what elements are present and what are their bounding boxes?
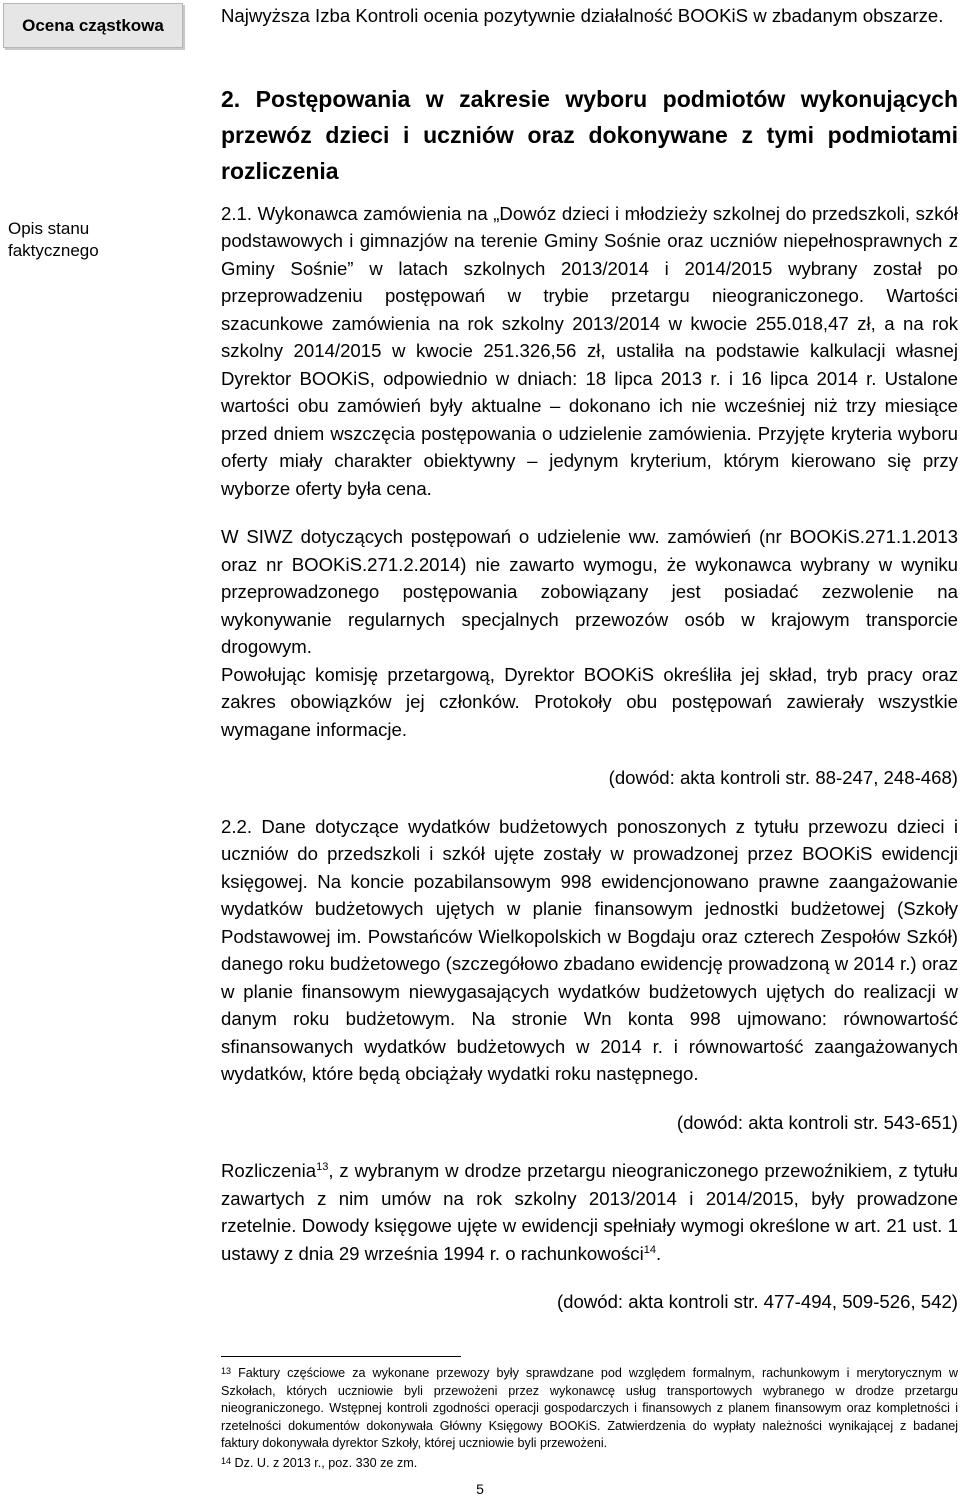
paragraph-siwz: W SIWZ dotyczących postępowań o udzielenie ww. zamówień (nr BOOKiS.271.1.2013 oraz nr BOOKiS.271.2.2014) nie zawarto wymogu, że wykonawca wybrany w wyniku przeprowadzonego postępowania zobowiązany jest posiadać zezwolenie na wykonywanie regularnych specjalnych przewozów osób w krajowym transporcie drogowym. (221, 526, 958, 657)
paragraph-2-2: 2.2. Dane dotyczące wydatków budżetowych ponoszonych z tytułu przewozu dzieci i uczniów do przedszkoli i szkół ujęte zostały w prowadzonej przez BOOKiS ewidencji księgowej. Na koncie pozabilansowym 998 ewidencjonowano prawne zaangażowanie wydatków budżetowych ujętych w planie finansowym jednostki budżetowej (Szkoły Podstawowej im. Powstańców Wielkopolskich w Bogdaju oraz czterech Zespołów Szkół) danego roku budżetowego (szczegółowo zbadano ewidencję prowadzoną w 2014 r.) oraz w planie finansowym niewygasających wydatków budżetowych ujętych do realizacji w danym roku budżetowym. Na stronie Wn konta 998 ujmowano: równowartość sfinansowanych wydatków budżetowych w 2014 r. i równowartość zaangażowanych wydatków, które będą obciążały wydatki roku następnego. (221, 815, 958, 1084)
footnote-number: 14 (221, 1455, 232, 1466)
page-number: 5 (476, 1481, 484, 1497)
section-heading: 2. Postępowania w zakresie wyboru podmiotów wykonujących przewóz dzieci i uczniów oraz dokonywane z tymi podmiotami rozliczenia (221, 85, 958, 184)
settlements-text: . (655, 1242, 662, 1264)
side-label: Opis stanu faktycznego (8, 219, 99, 260)
settlements-text: Rozliczenia (221, 1160, 317, 1181)
footnote-text: Faktury częściowe za wykonane przewozy były sprawdzane pod względem formalnym, rachunkowym i merytorycznym w Szkołach, których uczniowie byli przewożeni przez wykonawcę usług transportowych wybranego w drodze przetargu nieograniczonego. Wstępnej kontroli zgodności operacji gospodarczych i finansowych z planem finansowym oraz kompletności i rzetelności dokumentów dokonywała Główny Księgowy BOOKiS. Zatwierdzenia do wypłaty należności wynikającej z badanej faktury dokonywała dyrektor Szkoły, której uczniowie byli przewożeni. (221, 1366, 959, 1450)
paragraph-2-1: 2.1. Wykonawca zamówienia na „Dowóz dzieci i młodzieży szkolnej do przedszkoli, szkół podstawowych i gimnazjów na terenie Gminy Sośnie oraz uczniów niepełnosprawnych z Gminy Sośnie” w latach szkolnych 2013/2014 i 2014/2015 wybrany został po przeprowadzeniu postępowań w trybie przetargu nieograniczonego. Wartości szacunkowe zamówienia na rok szkolny 2013/2014 w kwocie 255.018,47 zł, a na rok szkolny 2014/2015 w kwocie 251.326,56 zł, ustaliła na podstawie kalkulacji własnej Dyrektor BOOKiS, odpowiednio w dniach: 18 lipca 2013 r. i 16 lipca 2014 r. Ustalone wartości obu zamówień były aktualne – dokonano ich nie wcześniej niż trzy miesiące przed dniem wszczęcia postępowania o udzielenie zamówienia. Przyjęte kryteria wyboru oferty miały charakter obiektywny – jedynym kryterium, którym kierowano się przy wyborze oferty była cena. (221, 202, 958, 499)
paragraph-settlements (221, 1157, 958, 1267)
main-content (221, 2, 958, 1316)
footnote (221, 1453, 958, 1473)
evidence-reference: (dowód: akta kontroli str. 477-494, 509-526, 542) (556, 1291, 958, 1312)
evidence-reference: (dowód: akta kontroli str. 88-247, 248-468) (608, 767, 958, 788)
paragraph-commission: Powołując komisję przetargową, Dyrektor BOOKiS określiła jej skład, tryb pracy oraz zakres obowiązków jej członków. Protokoły obu postępowań zawierały wszystkie wymagane informacje. (221, 663, 958, 740)
footnote-text: Dz. U. z 2013 r., poz. 330 ze zm. (234, 1455, 418, 1470)
evidence-reference: (dowód: akta kontroli str. 543-651) (676, 1111, 958, 1133)
settlements-text: , z wybranym w drodze przetargu nieograniczonego przewoźnikiem, z tytułu zawartych z nim umów na rok szkolny 2013/2014 i 2014/2015, były prowadzone rzetelnie. Dowody księgowe ujęte w ewidencji spełniały wymogi określone w art. 21 ust. 1 ustawy z dnia 29 września 1994 r. o rachunkowości (221, 1160, 958, 1264)
footnotes (221, 1363, 958, 1472)
intro-paragraph: Najwyższa Izba Kontroli ocenia pozytywnie działalność BOOKiS w zbadanym obszarze. (221, 5, 944, 26)
assessment-badge: Ocena cząstkowa (3, 3, 183, 48)
footnote-separator (221, 1356, 461, 1357)
footnote-ref[interactable]: 14 (643, 1243, 656, 1256)
footnote-number: 13 (221, 1366, 232, 1376)
footnote-ref[interactable]: 13 (316, 1160, 329, 1173)
footnote (221, 1363, 958, 1453)
